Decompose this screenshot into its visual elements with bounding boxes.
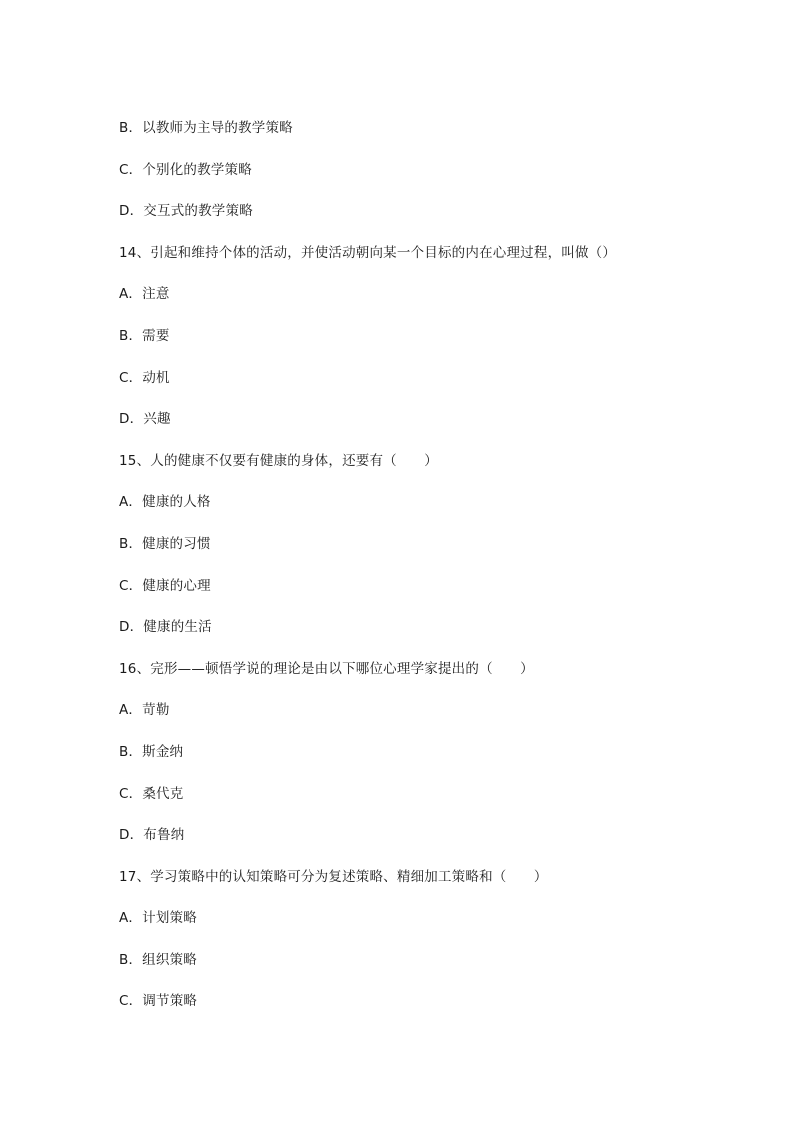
option-line: B．组织策略 [119,951,197,968]
option-line: C．桑代克 [119,785,184,802]
question-line: 14、引起和维持个体的活动，并使活动朝向某一个目标的内在心理过程，叫做（） [119,244,617,261]
option-line: D．兴趣 [119,411,171,428]
option-line: B．健康的习惯 [119,535,211,552]
option-line: D．布鲁纳 [119,827,185,844]
question-line: 16、完形——顿悟学说的理论是由以下哪位心理学家提出的（ ） [119,660,534,677]
option-line: A．健康的人格 [119,494,211,511]
question-line: 17、学习策略中的认知策略可分为复述策略、精细加工策略和（ ） [119,868,548,885]
option-line: C．动机 [119,369,170,386]
option-line: C．调节策略 [119,993,198,1010]
option-line: C．个别化的教学策略 [119,161,252,178]
option-line: B．斯金纳 [119,743,184,760]
option-line: D．健康的生活 [119,619,212,636]
option-line: B．需要 [119,327,170,344]
text-body [119,116,739,1031]
option-line: A．注意 [119,286,170,303]
option-line: A．苛勒 [119,702,170,719]
option-line: A．计划策略 [119,910,197,927]
option-line: D．交互式的教学策略 [119,203,253,220]
option-line: C．健康的心理 [119,577,211,594]
question-line: 15、人的健康不仅要有健康的身体，还要有（ ） [119,452,438,469]
option-line: B．以教师为主导的教学策略 [119,120,293,136]
